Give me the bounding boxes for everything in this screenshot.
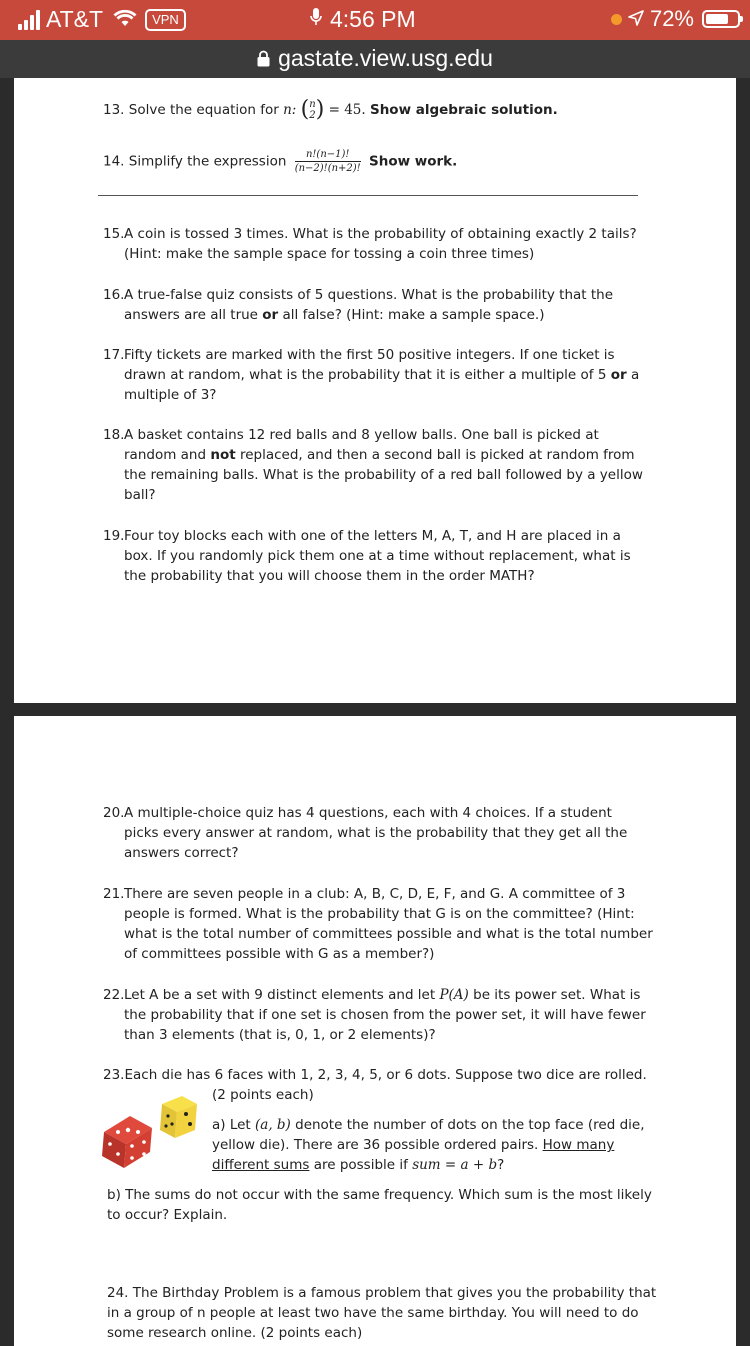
question-text: the probability that you will choose them in the order MATH? xyxy=(124,568,535,584)
question-text: answers correct? xyxy=(124,845,239,861)
signal-icon xyxy=(18,10,40,30)
address-bar[interactable] xyxy=(0,40,750,78)
status-left xyxy=(18,6,186,33)
question-number: 21. xyxy=(103,886,125,902)
url-display[interactable] xyxy=(0,45,750,73)
question-18 xyxy=(103,425,643,505)
status-center xyxy=(310,6,416,33)
section-divider xyxy=(98,195,638,196)
question-number: 13. xyxy=(103,102,125,118)
location-arrow-icon xyxy=(628,6,644,32)
fraction-numerator: n!(n−1)! xyxy=(295,148,361,162)
question-text: A basket contains 12 red balls and 8 yellow balls. One ball is picked at xyxy=(124,427,599,443)
emphasis-text: not xyxy=(210,447,236,463)
underlined-text: How many xyxy=(542,1137,615,1153)
question-text: of committees possible with G as a member?) xyxy=(124,946,435,962)
question-text: A multiple-choice quiz has 4 questions, each with 4 choices. If a student xyxy=(124,805,612,821)
question-text: all false? (Hint: make a sample space.) xyxy=(278,307,545,323)
question-23-points xyxy=(212,1085,314,1105)
question-15 xyxy=(103,224,637,264)
fraction-denominator: (n−2)!(n+2)! xyxy=(294,163,361,174)
question-text: answers are all true xyxy=(124,307,263,323)
question-text: what is the total number of committees possible and what is the total number xyxy=(124,926,653,942)
question-13 xyxy=(103,99,558,121)
question-text: Simplify the expression xyxy=(128,153,287,170)
question-number: 14. xyxy=(103,153,125,170)
question-23-part-b xyxy=(107,1185,652,1225)
question-text: than 3 elements (that is, 0, 1, or 2 elements)? xyxy=(124,1027,436,1043)
question-text: picks every answer at random, what is the probability that they get all the xyxy=(124,825,628,841)
math-expression: (a, b) xyxy=(255,1117,291,1133)
question-text: ? xyxy=(497,1157,505,1173)
clock-time: 4:56 PM xyxy=(330,6,416,32)
question-text: drawn at random, what is the probability that it is either a multiple of 5 xyxy=(124,367,611,383)
question-number: 20. xyxy=(103,805,125,821)
question-number: 17. xyxy=(103,347,125,363)
question-text: yellow die). There are 36 possible ordered pairs. xyxy=(212,1137,543,1153)
binomial-top: n xyxy=(309,99,316,110)
question-text: are possible if xyxy=(309,1157,413,1173)
carrier-label: AT&T xyxy=(46,6,104,32)
vpn-badge: VPN xyxy=(145,9,186,31)
battery-percent: 72% xyxy=(649,6,694,31)
question-text: a) Let xyxy=(212,1117,256,1133)
question-instruction: Show algebraic solution. xyxy=(369,102,558,118)
question-text: denote the number of dots on the top face (red die, xyxy=(290,1117,645,1133)
emphasis-text: or xyxy=(262,307,279,323)
document-page-1 xyxy=(14,78,736,703)
question-text: people is formed. What is the probability that G is on the committee? (Hint: xyxy=(124,906,635,922)
question-text: box. If you randomly pick them one at a time without replacement, what is xyxy=(124,548,631,564)
wifi-icon xyxy=(113,6,137,33)
question-text: a xyxy=(626,367,640,383)
question-number: 16. xyxy=(103,287,125,303)
math-expression: P(A) xyxy=(439,987,469,1003)
question-text: the probability that if one set is chosen from the power set, it will have fewer xyxy=(124,1007,646,1023)
status-bar xyxy=(0,0,750,40)
question-text: 23.Each die has 6 faces with 1, 2, 3, 4, 5, or 6 dots. Suppose two dice are rolled. xyxy=(103,1067,647,1083)
question-number: 19. xyxy=(103,528,125,544)
url-text: gastate.view.usg.edu xyxy=(278,45,493,71)
binomial-expression: ( n 2 ) xyxy=(300,97,325,122)
question-22 xyxy=(103,985,646,1045)
question-23-part-a xyxy=(212,1115,645,1175)
question-text: (Hint: make the sample space for tossing a coin three times) xyxy=(124,246,535,262)
question-text: the remaining balls. What is the probability of a red ball followed by a yellow xyxy=(124,467,643,483)
question-text: be its power set. What is xyxy=(468,987,641,1003)
question-16 xyxy=(103,285,613,325)
question-text: Fifty tickets are marked with the first 50 positive integers. If one ticket is xyxy=(124,347,615,363)
lock-icon xyxy=(257,46,270,73)
recording-indicator-icon xyxy=(611,14,622,25)
question-20 xyxy=(103,803,627,863)
question-text: random and xyxy=(124,447,211,463)
question-23-intro xyxy=(103,1065,647,1085)
underlined-text: different sums xyxy=(212,1157,310,1173)
document-page-2 xyxy=(14,716,736,1346)
question-text: There are seven people in a club: A, B, C, D, E, F, and G. A committee of 3 xyxy=(124,886,626,902)
question-text: some research online. (2 points each) xyxy=(107,1325,363,1341)
question-number: 18. xyxy=(103,427,125,443)
question-text: A coin is tossed 3 times. What is the probability of obtaining exactly 2 tails? xyxy=(124,226,637,242)
emphasis-text: or xyxy=(610,367,627,383)
binomial-bottom: 2 xyxy=(309,110,316,121)
question-text: in a group of n people at least two have the same birthday. You will need to do xyxy=(107,1305,639,1321)
question-24 xyxy=(107,1283,656,1343)
microphone-icon xyxy=(310,6,322,33)
dice-image xyxy=(102,1094,202,1169)
question-14 xyxy=(103,148,457,175)
question-text: replaced, and then a second ball is picked at random from xyxy=(235,447,635,463)
question-text: Solve the equation for xyxy=(128,102,279,118)
math-variable: n: xyxy=(283,102,297,118)
question-17 xyxy=(103,345,639,405)
question-instruction: Show work. xyxy=(369,153,458,170)
battery-icon xyxy=(702,10,740,28)
question-text: Four toy blocks each with one of the letters M, A, T, and H are placed in a xyxy=(124,528,621,544)
question-text: A true-false quiz consists of 5 questions. What is the probability that the xyxy=(124,287,614,303)
question-text: b) The sums do not occur with the same frequency. Which sum is the most likely xyxy=(107,1187,652,1203)
question-text: Let A be a set with 9 distinct elements and let xyxy=(124,987,440,1003)
question-21 xyxy=(103,884,653,964)
question-text: multiple of 3? xyxy=(124,387,217,403)
question-text: ball? xyxy=(124,487,156,503)
status-right xyxy=(611,6,740,32)
math-expression: sum = a + b xyxy=(412,1157,498,1173)
question-text: to occur? Explain. xyxy=(107,1207,228,1223)
question-number: 15. xyxy=(103,226,125,242)
equation-value: = 45. xyxy=(328,102,366,118)
question-text: 24. The Birthday Problem is a famous problem that gives you the probability that xyxy=(107,1285,657,1301)
question-number: 22. xyxy=(103,987,125,1003)
fraction-expression xyxy=(295,148,361,175)
question-19 xyxy=(103,526,631,586)
question-text: (2 points each) xyxy=(212,1087,314,1103)
